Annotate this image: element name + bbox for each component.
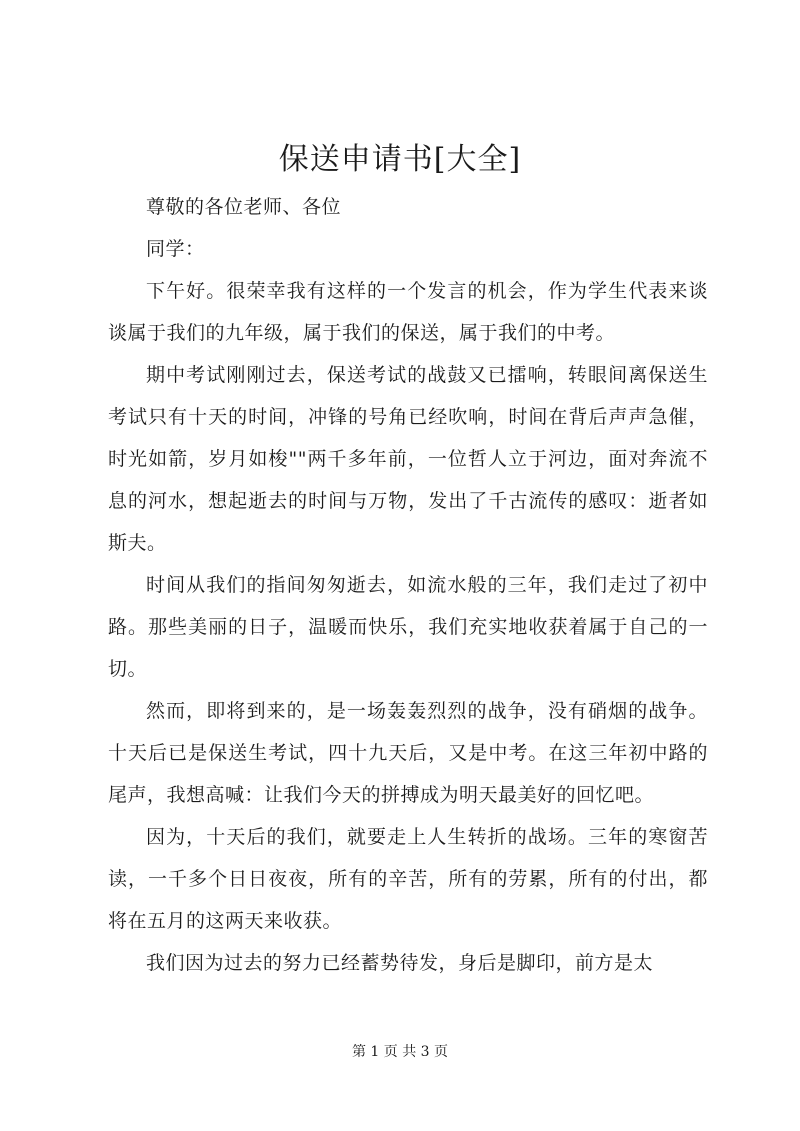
- paragraph-salutation-1: 尊敬的各位老师、各位: [146, 196, 342, 218]
- page-footer: 第 1 页 共 3 页: [351, 1044, 449, 1060]
- paragraph-salutation-2: 同学：: [146, 238, 205, 260]
- paragraph: 然而，即将到来的，是一场轰轰烈烈的战争，没有硝烟的战争。十天后已是保送生考试，四十九天后，又是中考。在这三年初中路的尾声，我想高喊：让我们今天的拼搏成为明天最美好的回忆吧。: [108, 700, 708, 806]
- paragraph: 我们因为过去的努力已经蓄势待发，身后是脚印，前方是太: [146, 952, 654, 974]
- paragraph: 下午好。很荣幸我有这样的一个发言的机会，作为学生代表来谈谈属于我们的九年级，属于我们的保送，属于我们的中考。: [108, 280, 708, 344]
- paragraph: 因为，十天后的我们，就要走上人生转折的战场。三年的寒窗苦读，一千多个日日夜夜，所有的辛苦，所有的劳累，所有的付出，都将在五月的这两天来收获。: [108, 826, 708, 932]
- paragraph: 时间从我们的指间匆匆逝去，如流水般的三年，我们走过了初中路。那些美丽的日子，温暖而快乐，我们充实地收获着属于自己的一切。: [108, 574, 708, 680]
- document-body: [108, 186, 708, 984]
- document-title: 保送申请书[大全]: [278, 142, 522, 177]
- paragraph: 期中考试刚刚过去，保送考试的战鼓又已擂响，转眼间离保送生考试只有十天的时间，冲锋的号角已经吹响，时间在背后声声急催，时光如箭，岁月如梭""两千多年前，一位哲人立于河边，面对奔流不息的河水，想起逝去的时间与万物，发出了千古流传的感叹：逝者如斯夫。: [108, 364, 708, 554]
